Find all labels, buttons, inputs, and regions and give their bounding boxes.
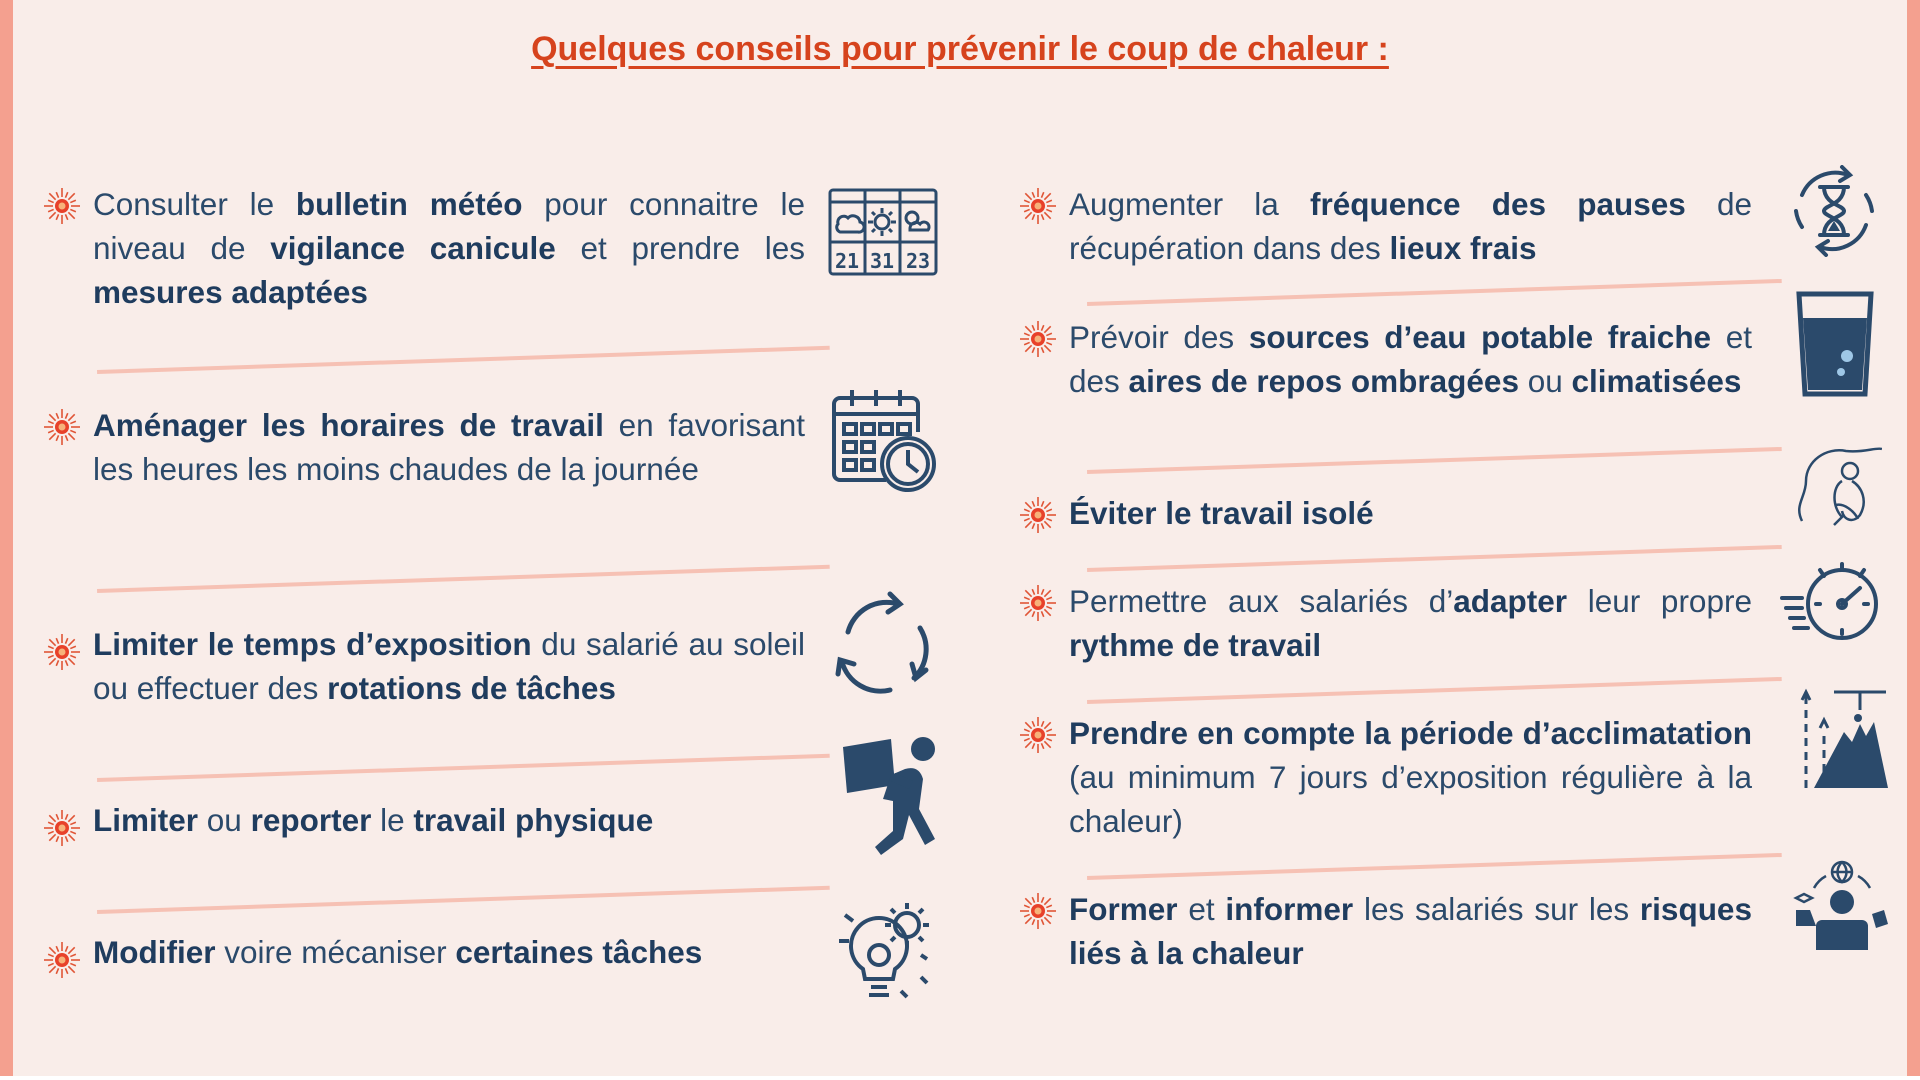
tip-work-hours: [93, 403, 805, 491]
tip-text: pour connaitre le niveau de: [93, 186, 805, 266]
tip-bold-text: Modifier: [93, 934, 216, 970]
tip-bold-text: certaines tâches: [455, 934, 703, 970]
calendar-clock-icon: [830, 388, 938, 494]
sun-bullet-icon: [1018, 186, 1058, 226]
tip-text: et prendre les: [555, 230, 805, 266]
left-border: [0, 0, 13, 1080]
tip-text: Permettre aux salariés d’: [1069, 583, 1454, 619]
bottom-border: [0, 1076, 1920, 1080]
sun-bullet-icon: [42, 407, 82, 447]
separator-line: [1087, 677, 1782, 704]
right-border: [1907, 0, 1920, 1080]
tip-text: le: [371, 802, 414, 838]
tip-bold-text: Prendre en compte la période d’acclimatation: [1069, 715, 1752, 751]
separator-line: [1087, 853, 1782, 880]
tip-bold-text: reporter: [250, 802, 372, 838]
tip-bold-text: rythme de travail: [1069, 627, 1322, 663]
separator-line: [1087, 545, 1782, 572]
tip-text: leur propre: [1567, 583, 1752, 619]
separator-line: [97, 754, 830, 782]
tip-text: les salariés sur les: [1353, 891, 1640, 927]
tip-text: Prévoir des: [1069, 319, 1249, 355]
tip-bold-text: mesures adaptées: [93, 274, 368, 310]
separator-line: [97, 346, 830, 374]
tip-text: en favorisant les heures les moins chaudes de la journée: [93, 407, 806, 487]
tip-text: ou: [1518, 363, 1572, 399]
gear-lightbulb-icon: [835, 895, 940, 1005]
tip-text: voire mécaniser: [215, 934, 456, 970]
tip-bold-text: lieux frais: [1389, 230, 1537, 266]
person-learning-icon: [1792, 858, 1892, 958]
mountain-acclimation-icon: [1798, 688, 1890, 793]
tip-bold-text: adapter: [1453, 583, 1568, 619]
tip-text: Consulter le: [93, 186, 296, 222]
tip-work-rhythm: [1069, 579, 1752, 667]
tip-bold-text: travail physique: [413, 802, 654, 838]
rotation-arrows-icon: [828, 590, 938, 700]
page-title: Quelques conseils pour prévenir le coup de chaleur :: [531, 30, 1389, 68]
sun-bullet-icon: [42, 940, 82, 980]
tip-water-rest-areas: [1069, 315, 1752, 403]
tip-bold-text: fréquence des pauses: [1310, 186, 1686, 222]
tip-text: du salarié au soleil ou effectuer des: [93, 626, 805, 706]
tip-bold-text: sources d’eau potable fraiche: [1248, 319, 1712, 355]
tip-bold-text: aires de repos ombragées: [1128, 363, 1519, 399]
separator-line: [1087, 447, 1782, 474]
tip-text: ou: [198, 802, 251, 838]
weather-calendar-icon: [828, 188, 938, 276]
sun-bullet-icon: [1018, 715, 1058, 755]
water-glass-icon: [1795, 290, 1875, 400]
sun-bullet-icon: [1018, 495, 1058, 535]
tip-acclimatization: [1069, 711, 1752, 843]
sun-bullet-icon: [42, 632, 82, 672]
tip-break-frequency: [1069, 182, 1752, 270]
tip-text: et: [1177, 891, 1226, 927]
tip-bold-text: vigilance canicule: [270, 230, 556, 266]
tip-bold-text: bulletin météo: [295, 186, 523, 222]
tip-bold-text: informer: [1225, 891, 1354, 927]
calendar-day-3: 23: [905, 249, 931, 273]
tip-training: [1069, 887, 1752, 975]
separator-line: [97, 565, 830, 593]
sun-bullet-icon: [42, 186, 82, 226]
tip-bold-text: Aménager les horaires de travail: [93, 407, 604, 443]
tip-modify-tasks: [93, 930, 805, 974]
tip-bold-text: Éviter le travail isolé: [1069, 495, 1374, 531]
tip-text: Augmenter la: [1069, 186, 1310, 222]
isolated-person-icon: [1792, 445, 1882, 530]
tip-text: et des: [1069, 319, 1752, 399]
tip-bold-text: rotations de tâches: [327, 670, 616, 706]
sun-bullet-icon: [42, 808, 82, 848]
tip-bold-text: risques liés à la chaleur: [1069, 891, 1752, 971]
sun-bullet-icon: [1018, 891, 1058, 931]
hourglass-cycle-icon: [1788, 165, 1880, 257]
sun-bullet-icon: [1018, 319, 1058, 359]
tip-physical-work: [93, 798, 805, 842]
person-carrying-box-icon: [835, 735, 940, 865]
tip-bold-text: Former: [1069, 891, 1178, 927]
tip-avoid-isolated-work: [1069, 491, 1752, 535]
calendar-day-1: 21: [834, 249, 860, 273]
tip-text: de récupération dans des: [1069, 186, 1753, 266]
speed-timer-icon: [1780, 560, 1885, 645]
separator-line: [1087, 279, 1782, 306]
separator-line: [97, 886, 830, 914]
tip-bold-text: Limiter le temps d’exposition: [93, 626, 532, 662]
tip-bold-text: climatisées: [1571, 363, 1742, 399]
tip-exposure-time: [93, 622, 805, 710]
tip-text: (au minimum 7 jours d’exposition régulière à la chaleur): [1069, 759, 1752, 839]
tip-weather-bulletin: [93, 182, 805, 314]
sun-bullet-icon: [1018, 583, 1058, 623]
tip-bold-text: Limiter: [93, 802, 199, 838]
calendar-day-2: 31: [869, 249, 895, 273]
